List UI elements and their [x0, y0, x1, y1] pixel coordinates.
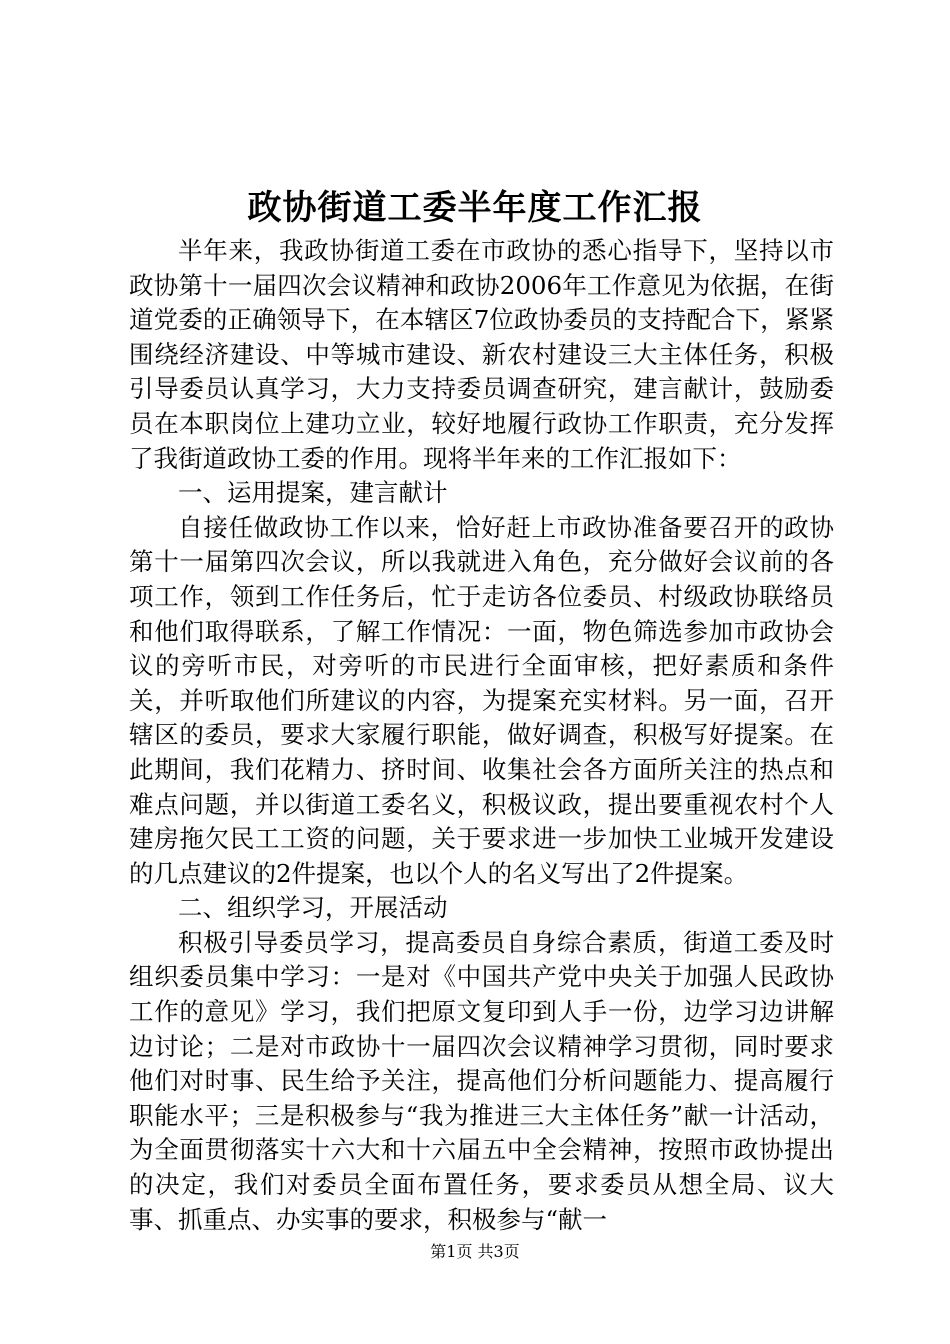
section-heading-1: 一、运用提案，建言献计 [178, 478, 448, 508]
page-number-footer: 第1页 共3页 [430, 1242, 520, 1261]
paragraph-section-1: 自接任做政协工作以来，恰好赶上市政协准备要召开的政协第十一届第四次会议，所以我就进入角色，充分做好会议前的各项工作，领到工作任务后，忙于走访各位委员、村级政协联络员和他们取得联系，了解工作情况：一面，物色筛选参加市政协会议的旁听市民，对旁听的市民进行全面审核，把好素质和条件关，并听取他们所建议的内容，为提案充实材料。另一面，召开辖区的委员，要求大家履行职能，做好调查，积极写好提案。在此期间，我们花精力、挤时间、收集社会各方面所关注的热点和难点问题，并以街道工委名义，积极议政，提出要重视农村个人建房拖欠民工工资的问题，关于要求进一步加快工业城开发建设的几点建议的2件提案，也以个人的名义写出了2件提案。 [129, 512, 834, 888]
document-body [129, 234, 834, 1237]
section-heading-2: 二、组织学习，开展活动 [178, 893, 448, 923]
document-title: 政协街道工委半年度工作汇报 [247, 188, 703, 228]
paragraph-section-2: 积极引导委员学习，提高委员自身综合素质，街道工委及时组织委员集中学习：一是对《中国共产党中央关于加强人民政协工作的意见》学习，我们把原文复印到人手一份，边学习边讲解边讨论；二是对市政协十一届四次会议精神学习贯彻，同时要求他们对时事、民生给予关注，提高他们分析问题能力、提高履行职能水平；三是积极参与“我为推进三大主体任务”献一计活动，为全面贯彻落实十六大和十六届五中全会精神，按照市政协提出的决定，我们对委员全面布置任务，要求委员从想全局、议大事、抓重点、办实事的要求，积极参与“献一 [129, 927, 834, 1234]
paragraph-intro: 半年来，我政协街道工委在市政协的悉心指导下，坚持以市政协第十一届四次会议精神和政协2006年工作意见为依据，在街道党委的正确领导下，在本辖区7位政协委员的支持配合下，紧紧围绕经济建设、中等城市建设、新农村建设三大主体任务，积极引导委员认真学习，大力支持委员调查研究，建言献计，鼓励委员在本职岗位上建功立业，较好地履行政协工作职责，充分发挥了我街道政协工委的作用。现将半年来的工作汇报如下： [129, 236, 834, 473]
